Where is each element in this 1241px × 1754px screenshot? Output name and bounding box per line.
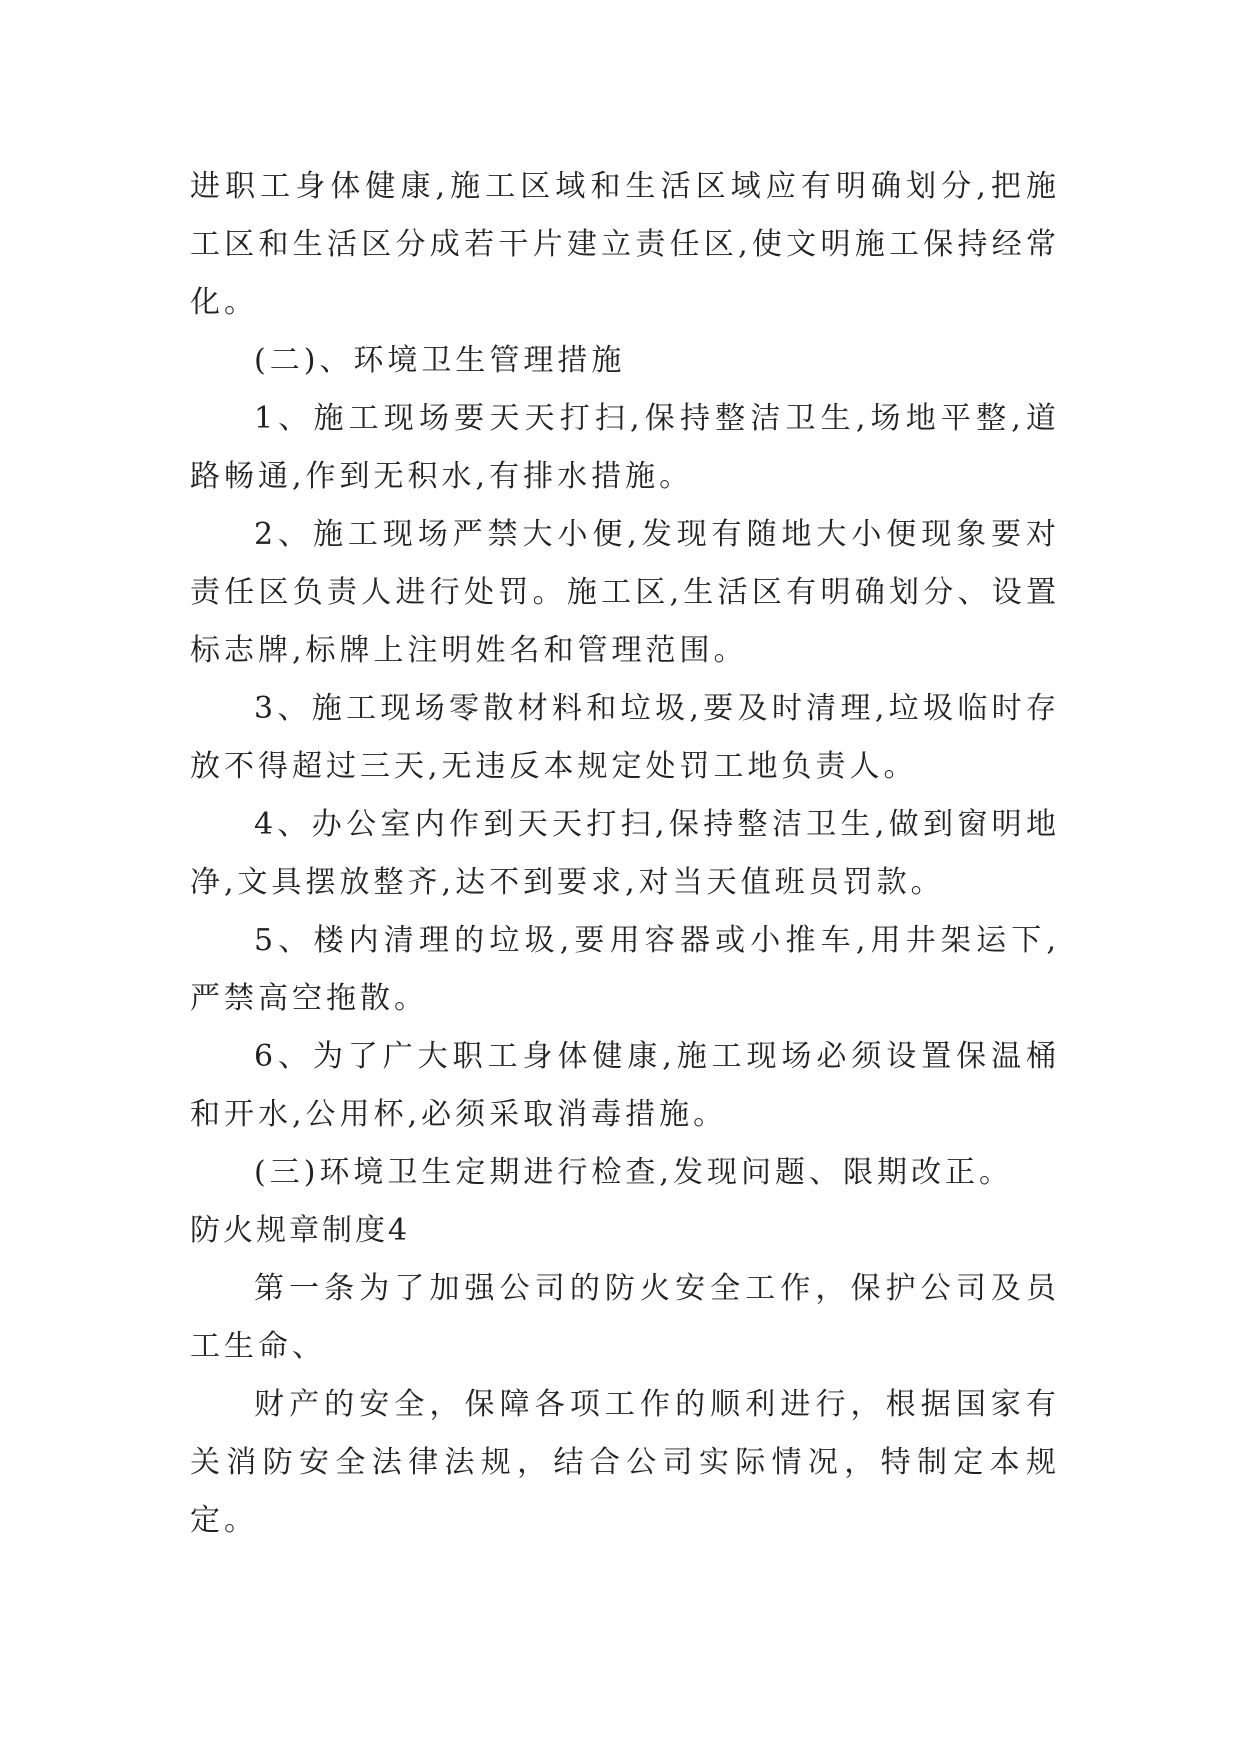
section-title: 防火规章制度4 bbox=[190, 1213, 411, 1248]
document-body bbox=[190, 158, 1060, 1550]
paragraph-continuation: 进职工身体健康,施工区域和生活区域应有明确划分,把施工区和生活区分成若干片建立责任区,使文明施工保持经常化。 bbox=[190, 169, 1060, 320]
subsection-heading-inspection: (三)环境卫生定期进行检查,发现问题、限期改正。 bbox=[254, 1155, 1013, 1190]
paragraph-item-6: 6、为了广大职工身体健康,施工现场必须设置保温桶和开水,公用杯,必须采取消毒措施。 bbox=[190, 1039, 1060, 1132]
paragraph-item-1: 1、施工现场要天天打扫,保持整洁卫生,场地平整,道路畅通,作到无积水,有排水措施。 bbox=[190, 401, 1060, 494]
paragraph-item-4: 4、办公室内作到天天打扫,保持整洁卫生,做到窗明地净,文具摆放整齐,达不到要求,对当天值班员罚款。 bbox=[190, 807, 1060, 900]
article-1-continuation: 财产的安全，保障各项工作的顺利进行，根据国家有关消防安全法律法规，结合公司实际情况，特制定本规定。 bbox=[190, 1387, 1060, 1538]
subsection-heading-environment-hygiene: (二)、环境卫生管理措施 bbox=[254, 343, 626, 378]
article-1-paragraph: 第一条为了加强公司的防火安全工作，保护公司及员工生命、 bbox=[190, 1271, 1060, 1364]
paragraph-item-2: 2、施工现场严禁大小便,发现有随地大小便现象要对责任区负责人进行处罚。施工区,生活区有明确划分、设置标志牌,标牌上注明姓名和管理范围。 bbox=[190, 517, 1060, 668]
paragraph-item-5: 5、楼内清理的垃圾,要用容器或小推车,用井架运下,严禁高空拖散。 bbox=[190, 923, 1060, 1016]
paragraph-item-3: 3、施工现场零散材料和垃圾,要及时清理,垃圾临时存放不得超过三天,无违反本规定处罚工地负责人。 bbox=[190, 691, 1060, 784]
